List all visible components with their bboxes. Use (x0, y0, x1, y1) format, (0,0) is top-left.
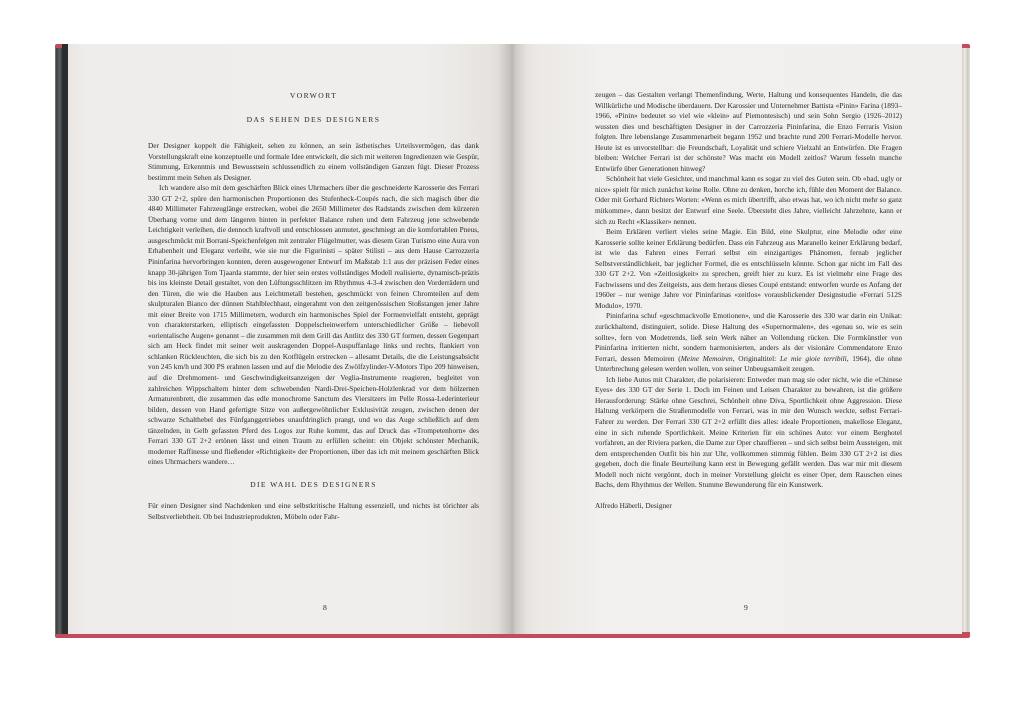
paragraph: Ich liebe Autos mit Charakter, die polarisieren: Entweder man mag sie oder nicht, wie die «Chinese Eyes» des 330 GT der Serie 1. Doch im Feinen und Leisen Charakter zu bewahren, ist die größere Herausforderung: Stärke ohne Geschrei, Schönheit ohne Diva, Sportlichkeit ohne Aggression. Diese Haltung verkörpern die Straßenmodelle von Ferrari, was in mir den Wunsch weckte, selbst Ferrari-Fahrer zu werden. Der Ferrari 330 GT 2+2 erfüllt dies alles: ideale Proportionen, makellose Eleganz, eine in sich ruhende Sportlichkeit. Meine Kriterien für ein schönes Auto: vor einem Berghotel vorfahren, an der Riviera parken, die Dame zur Oper chauffieren – und sich selbst beim Aussteigen, mit dem entsprechenden Outfit bis hin zur Uhr, vollkommen stimmig fühlen. Beim 330 GT 2+2 ist dies gegeben, doch die finale Beurteilung kann erst in Bewegung gefällt werden. Das war mir mit diesem Modell noch nicht vergönnt, doch in meiner Vorstellung gleicht es einer Oper, dem Rauschen eines Bachs, dem Rhythmus der Wellen. Stumme Bewunderung für ein Kunstwerk. (595, 374, 902, 490)
spine-gutter (498, 44, 526, 634)
chapter-heading: VORWORT (289, 91, 338, 100)
paragraph: Ich wandere also mit dem geschärften Blick eines Uhrmachers über die geschneiderte Karosserie des Ferrari 330 GT 2+2, spüre den harmonischen Proportionen des Stufenheck-Coupés nach, die sich magisch über die 4840 Millimeter Fahrzeuglänge erstrecken, wobei die 2650 Millimeter des Radstands zwischen dem kürzeren Überhang vorne und dem längeren hinten in perfekter Balance ruhen und dem Fahrzeug jene schwebende Leichtigkeit verleihen, die dennoch kraftvoll und entschlossen anmutet, geschmiegt an die komfortablen Pneus, ausgeschmückt mit Borrani-Speichenfelgen mit zentraler Flügelmutter, was diesem Gran Turismo eine Aura von Erhabenheit und Eleganz verleiht, wie sie nur die Figurinisti – später Stilisti – aus dem Hause Carrozzeria Pininfarina hervorbringen konnten, deren ausgewogener Entwurf im Maßstab 1:1 aus der präzisen Feder eines knapp 30-jährigen Tom Tjaarda stammte, der hier sein erstes vollständiges Modell realisierte, dynamisch-präzis bis ins kleinste Detail gestaltet, von den Lüftungsschlitzen im Rhythmus 4-3-4 zwischen den Vorderrädern und den Türen, die wie die Hauben aus Leichtmetall bestehen, geschmückt von feinen Chromteilen auf dem skulpturalen Bianco der dünnen Stahlblechhaut, eingerahmt von den zeitgenössischen Stoßstangen jener Jahre mit einer Breite von 1715 Millimetern, wodurch ein harmonisches Spiel der Formenvielfalt entsteht, geprägt von charakterstarken, elliptisch eingefassten Doppelscheinwerfern unterschiedlicher Größe – liebevoll «orientalische Augen» genannt – die zusammen mit dem Grill das Antlitz des 330 GT formen, dessen Gegenpart sich am Heck findet mit seiner weit auskragenden Doppel-Auspuffanlage links und rechts, flankiert von schlanken Rückleuchten, die sich bis zu den Kotflügeln erstrecken – allesamt Details, die die Leistungsabsicht von 245 km/h und 300 PS erahnen lassen und auf die Melodie des Zwölfzylinder-V-Motors Tipo 209 hinweisen, auf die Drehmoment- und Geschwindigkeitsanzeigen der Veglia-Instrumente reagieren, begleitet von zahlreichen Wippschaltern hinter dem schwebenden Nardi-Drei-Speichen-Holzlenkrad vor dem hölzernen Armaturenbrett, die zusammen das edle monochrome Sanctum des Viersitzers im Pelle Rossa-Lederinterieur bilden, dessen von Hand gefertigte Sitze von außergewöhnlicher Exklusivität zeugen, zwischen denen der schwarze Schalthebel des Fünfganggetriebes unaufdringlich prangt, und wo das Auge schließlich auf dem tänzelnden, in Gelb gefassten Pferd des Logos zur Ruhe kommt, das auf Druck das «Trompetenhorn» des Ferrari 330 GT 2+2 ertönen lässt und einen Traum zu erfüllen scheint: ein Objekt schönster Mechanik, moderner Raffinesse und fließender «Richtigkeit» der Proportionen, über das ich mit meinem geschärften Blick eines Uhrmachers wandere… (148, 183, 479, 467)
page-number: 9 (744, 603, 748, 612)
section-heading: DIE WAHL DES DESIGNERS (250, 479, 377, 489)
paragraph: Für einen Designer sind Nachdenken und eine selbstkritische Haltung essenziell, und nichts ist törichter als Selbstverliebtheit. Ob bei Industrieprodukten, Möbeln oder Fahr- (148, 500, 479, 521)
page-number: 8 (323, 603, 327, 612)
paragraph (595, 311, 902, 374)
section-heading: DAS SEHEN DES DESIGNERS (246, 115, 381, 124)
signature: Alfredo Häberli, Designer (595, 501, 672, 511)
book-title: Meine Memoiren (680, 353, 733, 363)
paragraph: Schönheit hat viele Gesichter, und manchmal kann es sogar zu viel des Guten sein. Ob «bad, ugly or nice» spielt für mich zunächst keine Rolle. Ohne zu denken, horche ich, fühle den Moment der Balance. Oder mit Gerhard Richters Worten: «Wenn es mich übertrifft, also etwas hat, wo ich nicht mehr so ganz mitkomme», dann besitzt der Entwurf eine Seele. Übersteht dies Jahre, vielleicht Jahrzehnte, kann er sich zu Recht «Klassiker» nennen. (595, 174, 902, 226)
paragraph: zeugen – das Gestalten verlangt Themenfindung, Werte, Haltung und konsequentes Handeln, die das Willkürliche und Modische überdauern. Der Karossier und Unternehmer Battista «Pinin» Farina (1893–1966, «Pinin» bedeutet so viel wie «klein» auf Piemontesisch) und sein Sohn Sergio (1926–2012) wussten dies und beschäftigten Designer in der Carrozzeria Pininfarina, die Enzo Ferraris Vision folgten. Ihre lebenslange Zusammenarbeit begann 1952 und brachte rund 200 Ferrari-Modelle hervor. Heute ist es unvorstellbar: die Freundschaft, Loyalität und schiere Vielzahl an Entwürfen. Die Fragen bleiben: Welcher Ferrari ist der schönste? Was macht ein Modell zeitlos? Warum fesseln manche Entwürfe über Generationen hinweg? (595, 90, 902, 173)
book-original-title: Le mie gioie terribili (779, 353, 847, 363)
paragraph: Beim Erklären verliert vieles seine Magie. Ein Bild, eine Skulptur, eine Melodie oder eine Karosserie sollte keiner Erklärung bedürfen. Dass ein Fahrzeug aus Maranello keiner Erklärung bedarf, ist wie das Fahren eines Ferrari selbst ein einzigartiges Phänomen, fernab jeglicher Selbstverständlichkeit, bar jeglicher Formel, die es entschlüsseln könnte. Schon gar nicht im Fall des 330 GT 2+2. Von «Zeitlosigkeit» zu sprechen, greift hier zu kurz. Es ist vielmehr eine Frage des Fachwissens und des Zeitgeists, aus dem heraus dieses Coupé entstand: entworfen wurde es Anfang der 1960er – nur wenige Jahre vor Pininfarinas «zeitlos» vorausblickender Designstudie «Ferrari 512S Modulo», 1970. (595, 227, 902, 310)
right-page (512, 44, 962, 634)
paragraph: Der Designer koppelt die Fähigkeit, sehen zu können, an sein ästhetisches Urteilsvermögen, das dank Vorstellungskraft eine konzeptuelle und formale Idee entwickelt, die sich mit weiteren Ingredienzen wie Gespür, Stimmung, Erkenntnis und Bewusstsein schlussendlich zu einem vollständigen Ganzen fügt. Dieser Prozess bestimmt mein Sehen als Designer. (148, 141, 479, 182)
text-run: Pininfarina schuf «geschmackvolle Emotionen», und die Karosserie des 330 war darin ein Unikat: zurückhaltend, distinguiert, solide. Diese Haltung des «Supernormalen», des «genau so, wie es sein sollte», fern von Modetrends, ließ sein Werk näher an Vollendung rücken. Die Formkünstler von Pininfarina irritierten nicht, sondern harmonisierten, anders als der visionäre Commendatore Enzo Ferrari, dessen Memoiren ( (595, 311, 902, 363)
left-page (62, 44, 512, 634)
text-run: , Originaltitel: (732, 353, 780, 363)
text-run: , 1964), die ohne Unterbrechung gelesen werden wollen, von seiner Unbeugsamkeit zeugen. (595, 353, 902, 374)
